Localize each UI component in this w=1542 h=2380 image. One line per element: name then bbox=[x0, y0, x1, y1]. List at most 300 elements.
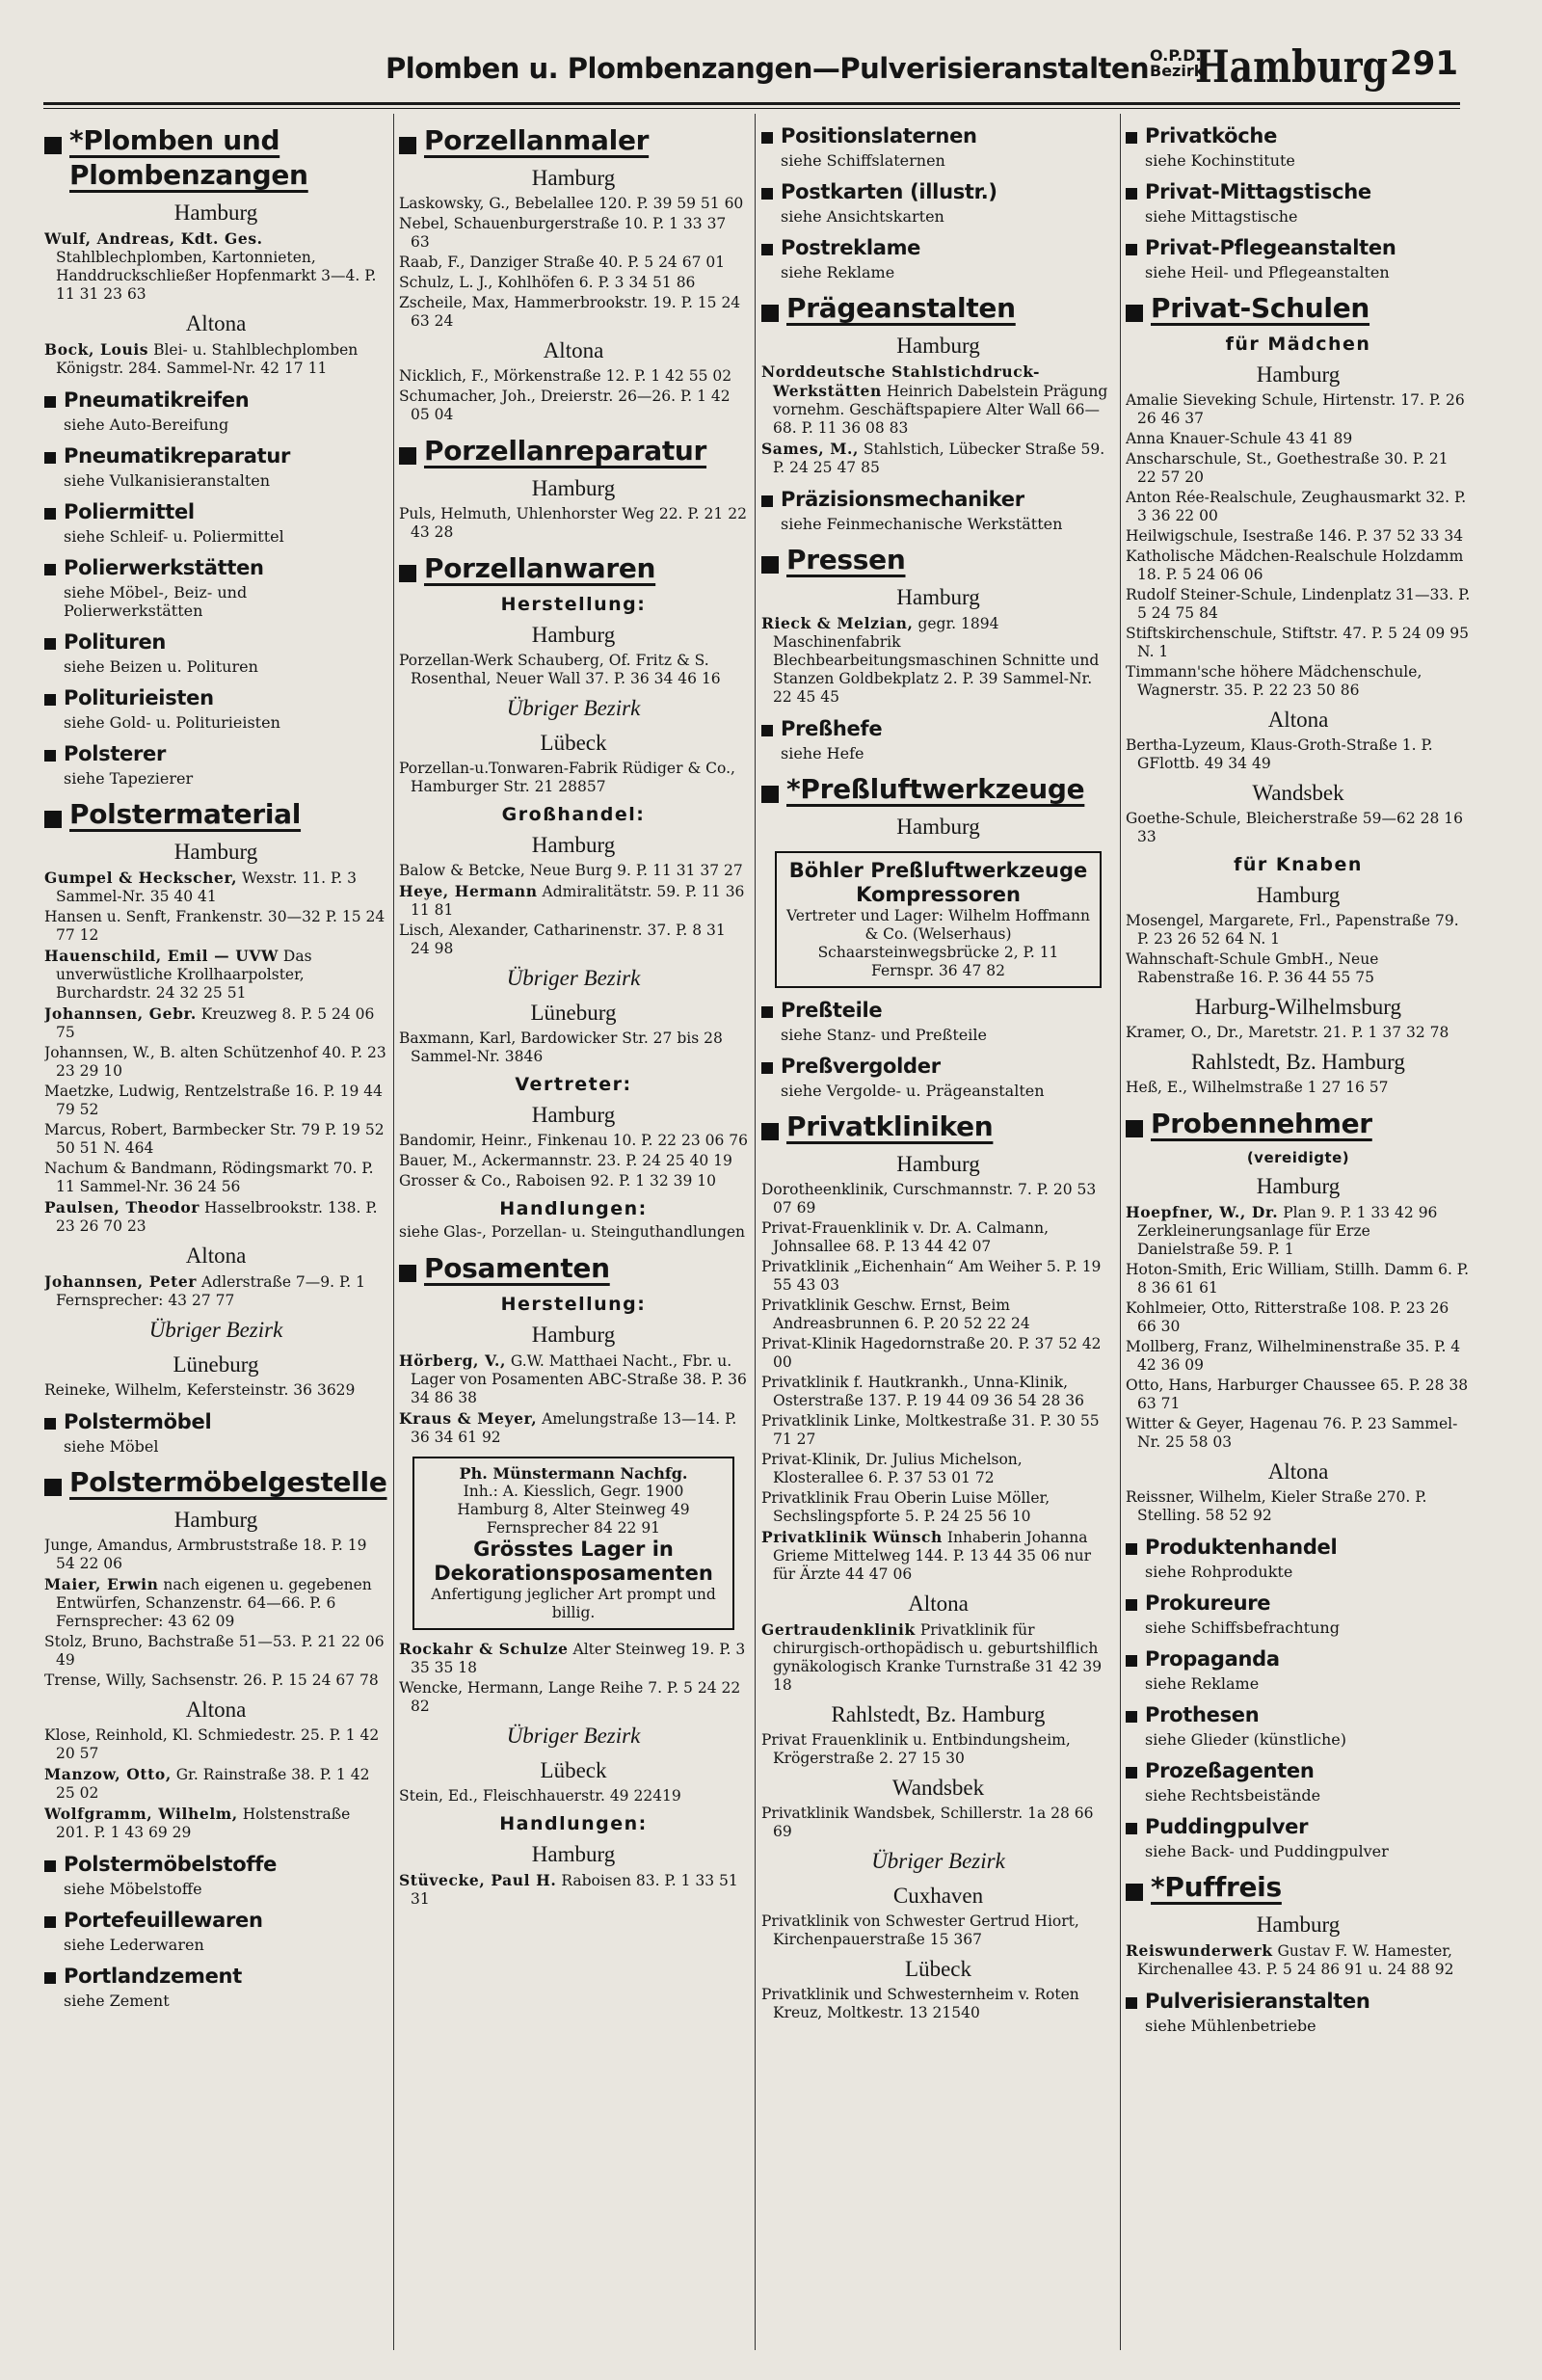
square-bullet-icon bbox=[1126, 1711, 1137, 1723]
listing-entry bbox=[399, 274, 748, 292]
listing-name: Rieck & Melzian, bbox=[761, 614, 914, 632]
listing-entry bbox=[1126, 430, 1471, 448]
square-bullet-icon bbox=[399, 1265, 416, 1282]
listing-entry bbox=[1126, 1488, 1471, 1525]
square-bullet-icon bbox=[761, 1123, 779, 1140]
listing-text: Stiftskirchenschule, Stiftstr. 47. P. 5 24 09 95 N. 1 bbox=[1126, 625, 1469, 660]
square-bullet-icon bbox=[1126, 244, 1137, 255]
section-heading bbox=[44, 1852, 387, 1878]
listing-text: Amelungstraße 13—14. P. 36 34 61 92 bbox=[411, 1410, 737, 1446]
section-heading bbox=[44, 443, 387, 469]
listing-text: Reineke, Wilhelm, Kefersteinstr. 36 3629 bbox=[44, 1381, 356, 1399]
column-2 bbox=[399, 114, 748, 2360]
section-title: Preßhefe bbox=[781, 717, 883, 740]
location-heading: Altona bbox=[908, 1591, 969, 1616]
listing-text: Nicklich, F., Mörkenstraße 12. P. 1 42 55 02 bbox=[399, 367, 732, 385]
section-heading bbox=[1126, 1870, 1471, 1905]
section-heading bbox=[761, 291, 1115, 326]
listing-name: Norddeutsche Stahlstichdruck-Werkstätten bbox=[761, 362, 1041, 400]
section-title: Porzellanwaren bbox=[424, 552, 656, 584]
subheading: Großhandel: bbox=[501, 804, 646, 825]
listing-entry bbox=[1126, 450, 1471, 487]
listing-text: Reissner, Wilhelm, Kieler Straße 270. P. Stelling. 58 52 92 bbox=[1126, 1488, 1427, 1524]
location-heading: Hamburg bbox=[531, 1103, 616, 1127]
listing-name: Rockahr & Schulze bbox=[399, 1640, 569, 1658]
listing-name: Kraus & Meyer, bbox=[399, 1409, 538, 1428]
listing-entry bbox=[1126, 1377, 1471, 1413]
cross-reference: siehe Ansichtskarten bbox=[781, 207, 944, 226]
square-bullet-icon bbox=[44, 137, 62, 154]
location-heading: Hamburg bbox=[173, 1508, 258, 1532]
location-heading: Harburg-Wilhelmsburg bbox=[1194, 995, 1402, 1019]
column-divider bbox=[755, 114, 756, 2350]
listing-text: Balow & Betcke, Neue Burg 9. P. 11 31 37 27 bbox=[399, 862, 743, 879]
listing-text: G.W. Matthaei Nacht., Fbr. u. Lager von Posamenten ABC-Straße 38. P. 36 34 86 38 bbox=[411, 1352, 747, 1406]
section-title: Porzellanmaler bbox=[424, 124, 650, 156]
listing-entry bbox=[44, 1537, 387, 1573]
listing-entry bbox=[761, 1258, 1115, 1295]
section-heading bbox=[761, 998, 1115, 1024]
location-heading: Hamburg bbox=[896, 585, 980, 609]
listing-text: Privatklinik Geschw. Ernst, Beim Andreasbrunnen 6. P. 20 52 22 24 bbox=[761, 1297, 1030, 1332]
location-heading: Altona bbox=[1267, 708, 1329, 732]
listing-text: Privat-Klinik Hagedornstraße 20. P. 37 52 42 00 bbox=[761, 1335, 1102, 1371]
section-title: Portefeuillewaren bbox=[64, 1909, 263, 1932]
listing-entry bbox=[44, 1121, 387, 1158]
section-title: Prägeanstalten bbox=[786, 292, 1016, 324]
listing-entry bbox=[44, 1381, 387, 1400]
listing-text: Adlerstraße 7—9. P. 1 Fernsprecher: 43 27 77 bbox=[56, 1273, 366, 1309]
square-bullet-icon bbox=[761, 188, 773, 200]
subheading: Herstellung: bbox=[500, 594, 647, 615]
listing-text: Baxmann, Karl, Bardowicker Str. 27 bis 28 Sammel-Nr. 3846 bbox=[399, 1030, 723, 1065]
listing-entry bbox=[761, 1731, 1115, 1768]
listing-text: Timmann'sche höhere Mädchenschule, Wagnerstr. 35. P. 22 23 50 86 bbox=[1126, 663, 1422, 699]
square-bullet-icon bbox=[44, 750, 56, 762]
listing-text: Wencke, Hermann, Lange Reihe 7. P. 5 24 22 82 bbox=[399, 1679, 741, 1715]
listing-entry bbox=[1126, 1203, 1471, 1259]
square-bullet-icon bbox=[1126, 132, 1137, 144]
listing-entry bbox=[399, 1132, 748, 1150]
listing-entry bbox=[399, 505, 748, 542]
section-title: *Preßluftwerkzeuge bbox=[786, 773, 1085, 805]
listing-text: Nachum & Bandmann, Rödingsmarkt 70. P. 11 Sammel-Nr. 36 24 56 bbox=[44, 1160, 374, 1195]
listing-text: Heß, E., Wilhelmstraße 1 27 16 57 bbox=[1126, 1079, 1389, 1096]
square-bullet-icon bbox=[761, 495, 773, 507]
listing-text: Blei- u. Stahlblechplomben Königstr. 284. Sammel-Nr. 42 17 11 bbox=[56, 341, 359, 377]
listing-entry bbox=[399, 882, 748, 920]
listing-name: Reiswunderwerk bbox=[1126, 1941, 1273, 1960]
square-bullet-icon bbox=[1126, 1655, 1137, 1667]
cross-reference: siehe Vergolde- u. Prägeanstalten bbox=[781, 1082, 1045, 1100]
section-title: Probennehmer bbox=[1151, 1108, 1372, 1139]
section-heading bbox=[761, 487, 1115, 513]
listing-text: Junge, Amandus, Armbruststraße 18. P. 19 54 22 06 bbox=[44, 1537, 367, 1572]
square-bullet-icon bbox=[761, 725, 773, 736]
section-title: Preßteile bbox=[781, 999, 883, 1022]
listing-text: Privat-Klinik, Dr. Julius Michelson, Klosterallee 6. P. 37 53 01 72 bbox=[761, 1451, 1023, 1486]
listing-text: Bertha-Lyzeum, Klaus-Groth-Straße 1. P. GFlottb. 49 34 49 bbox=[1126, 736, 1433, 772]
square-bullet-icon bbox=[44, 452, 56, 464]
listing-entry bbox=[399, 1152, 748, 1170]
location-heading: Hamburg bbox=[531, 1323, 616, 1347]
location-heading: Übriger Bezirk bbox=[871, 1849, 1005, 1873]
section-heading bbox=[1126, 1758, 1471, 1784]
section-heading bbox=[761, 543, 1115, 577]
listing-entry bbox=[44, 1160, 387, 1196]
section-title: Propaganda bbox=[1145, 1647, 1280, 1671]
section-heading bbox=[44, 1409, 387, 1435]
listing-entry bbox=[399, 1787, 748, 1805]
listing-entry bbox=[44, 869, 387, 906]
listing-entry bbox=[761, 1620, 1115, 1695]
square-bullet-icon bbox=[761, 1006, 773, 1018]
listing-entry bbox=[399, 1640, 748, 1677]
listing-entry bbox=[1126, 391, 1471, 428]
section-heading bbox=[761, 123, 1115, 149]
section-title: Prozeßagenten bbox=[1145, 1759, 1315, 1782]
listing-text: Kohlmeier, Otto, Ritterstraße 108. P. 23 26 66 30 bbox=[1126, 1299, 1449, 1335]
listing-text: Kramer, O., Dr., Maretstr. 21. P. 1 37 32 78 bbox=[1126, 1024, 1449, 1041]
square-bullet-icon bbox=[44, 1418, 56, 1430]
location-heading: Lüneburg bbox=[530, 1001, 617, 1025]
listing-entry bbox=[1126, 663, 1471, 700]
location-heading: Hamburg bbox=[896, 334, 980, 358]
cross-reference: siehe Feinmechanische Werkstätten bbox=[781, 515, 1063, 533]
location-heading: Lübeck bbox=[540, 731, 607, 755]
square-bullet-icon bbox=[1126, 188, 1137, 200]
subheading: Handlungen: bbox=[499, 1198, 648, 1219]
listing-entry bbox=[761, 1181, 1115, 1217]
column-3 bbox=[761, 114, 1115, 2360]
section-heading bbox=[44, 499, 387, 525]
listing-entry bbox=[399, 1030, 748, 1066]
square-bullet-icon bbox=[1126, 1997, 1137, 2009]
listing-name: Wulf, Andreas, Kdt. Ges. bbox=[44, 229, 263, 248]
square-bullet-icon bbox=[44, 1479, 62, 1496]
square-bullet-icon bbox=[44, 1916, 56, 1928]
location-heading: Altona bbox=[185, 1243, 247, 1268]
section-heading bbox=[761, 1054, 1115, 1080]
listing-entry bbox=[44, 1044, 387, 1081]
listing-text: Privatklinik von Schwester Gertrud Hiort, Kirchenpauerstraße 15 367 bbox=[761, 1912, 1079, 1948]
listing-text: Heinrich Dabelstein Prägung vornehm. Geschäftspapiere Alter Wall 66—68. P. 11 36 08 83 bbox=[773, 383, 1108, 437]
cross-reference: siehe Möbel-, Beiz- und Polierwerkstätten bbox=[64, 583, 248, 620]
listing-entry bbox=[761, 1219, 1115, 1256]
listing-text: Grosser & Co., Raboisen 92. P. 1 32 39 10 bbox=[399, 1172, 717, 1190]
square-bullet-icon bbox=[399, 137, 416, 154]
listing-entry bbox=[761, 440, 1115, 477]
listing-text: Anscharschule, St., Goethestraße 30. P. 21 22 57 20 bbox=[1126, 450, 1449, 486]
listing-name: Wolfgramm, Wilhelm, bbox=[44, 1805, 238, 1823]
listing-entry bbox=[1126, 489, 1471, 525]
section-heading bbox=[44, 741, 387, 767]
cross-reference: siehe Stanz- und Preßteile bbox=[781, 1026, 987, 1044]
listing-text: Mollberg, Franz, Wilhelminenstraße 35. P. 4 42 36 09 bbox=[1126, 1338, 1461, 1374]
square-bullet-icon bbox=[44, 694, 56, 706]
listing-entry bbox=[399, 294, 748, 331]
listing-text: Mosengel, Margarete, Frl., Papenstraße 79. P. 23 26 52 64 N. 1 bbox=[1126, 912, 1459, 948]
listing-entry bbox=[399, 1223, 748, 1242]
section-title: Privat-Pflegeanstalten bbox=[1145, 236, 1396, 259]
section-heading bbox=[44, 685, 387, 711]
listing-text: Bandomir, Heinr., Finkenau 10. P. 22 23 06 76 bbox=[399, 1132, 748, 1149]
square-bullet-icon bbox=[761, 1062, 773, 1074]
listing-entry bbox=[399, 1172, 748, 1190]
listing-text: Kreuzweg 8. P. 5 24 06 75 bbox=[56, 1005, 375, 1041]
listing-entry bbox=[1126, 1079, 1471, 1097]
listing-text: Schumacher, Joh., Dreierstr. 26—26. P. 1 42 05 04 bbox=[399, 388, 731, 423]
listing-name: Hörberg, V., bbox=[399, 1351, 506, 1370]
square-bullet-icon bbox=[44, 396, 56, 408]
location-heading: Altona bbox=[543, 338, 604, 362]
listing-name: Heye, Hermann bbox=[399, 882, 538, 900]
section-heading bbox=[761, 235, 1115, 261]
running-title: Plomben u. Plombenzangen—Pulverisieranstalten bbox=[386, 52, 1150, 85]
section-title: Polstermöbelgestelle bbox=[69, 1466, 387, 1498]
ad-line: Inh.: A. Kiesslich, Gegr. 1900 bbox=[463, 1483, 684, 1500]
header-rule-thin bbox=[43, 108, 1460, 109]
listing-text: Puls, Helmuth, Uhlenhorster Weg 22. P. 21 22 43 28 bbox=[399, 505, 747, 541]
listing-text: Johannsen, W., B. alten Schützenhof 40. P. 23 23 29 10 bbox=[44, 1044, 386, 1080]
square-bullet-icon bbox=[44, 508, 56, 520]
section-heading bbox=[1126, 1814, 1471, 1840]
cross-reference: siehe Beizen u. Polituren bbox=[64, 657, 258, 676]
ad-company: Ph. Münstermann Nachfg. bbox=[459, 1464, 688, 1483]
listing-text: Privatklinik „Eichenhain“ Am Weiher 5. P. 19 55 43 03 bbox=[761, 1258, 1102, 1294]
column-1 bbox=[44, 114, 387, 2360]
listing-text: Inhaberin Johanna Grieme Mittelweg 144. P. 13 44 35 06 nur für Ärzte 44 47 06 bbox=[773, 1529, 1091, 1583]
section-heading bbox=[1126, 1989, 1471, 2015]
square-bullet-icon bbox=[399, 565, 416, 582]
section-heading bbox=[761, 1110, 1115, 1144]
listing-entry bbox=[44, 340, 387, 378]
listing-text: Porzellan-u.Tonwaren-Fabrik Rüdiger & Co., Hamburger Str. 21 28857 bbox=[399, 760, 735, 795]
listing-name: Manzow, Otto, bbox=[44, 1765, 172, 1783]
listing-entry bbox=[399, 254, 748, 272]
cross-reference: siehe Mühlenbetriebe bbox=[1145, 2017, 1316, 2035]
listing-name: Privatklinik Wünsch bbox=[761, 1528, 943, 1546]
listing-text: Maetzke, Ludwig, Rentzelstraße 16. P. 19 44 79 52 bbox=[44, 1083, 384, 1118]
location-heading: Hamburg bbox=[531, 1842, 616, 1866]
square-bullet-icon bbox=[761, 244, 773, 255]
section-heading bbox=[44, 1465, 387, 1500]
listing-text: Raab, F., Danziger Straße 40. P. 5 24 67 01 bbox=[399, 254, 726, 271]
section-heading bbox=[399, 123, 748, 158]
listing-entry bbox=[761, 1297, 1115, 1333]
listing-entry bbox=[44, 1272, 387, 1310]
listing-entry bbox=[399, 1871, 748, 1909]
listing-text: Wexstr. 11. P. 3 Sammel-Nr. 35 40 41 bbox=[56, 869, 357, 905]
listing-entry bbox=[399, 367, 748, 386]
section-title: Puddingpulver bbox=[1145, 1815, 1309, 1838]
ad-headline: Grösstes Lager in Dekorationsposamenten bbox=[434, 1538, 713, 1585]
section-title: Polituren bbox=[64, 630, 167, 654]
listing-entry bbox=[399, 922, 748, 958]
listing-text: Nebel, Schauenburgerstraße 10. P. 1 33 37 63 bbox=[399, 215, 727, 251]
listing-entry bbox=[399, 760, 748, 796]
listing-text: Bauer, M., Ackermannstr. 23. P. 24 25 40 19 bbox=[399, 1152, 732, 1169]
cross-reference: siehe Möbel bbox=[64, 1437, 159, 1456]
listing-name: Gertraudenklinik bbox=[761, 1620, 916, 1639]
location-heading: Hamburg bbox=[173, 201, 258, 225]
listing-entry bbox=[44, 1633, 387, 1670]
listing-entry bbox=[44, 1671, 387, 1690]
listing-entry bbox=[761, 362, 1115, 438]
listing-entry bbox=[761, 1451, 1115, 1487]
section-heading bbox=[44, 1964, 387, 1990]
location-heading: Hamburg bbox=[1256, 362, 1341, 387]
listing-text: Raboisen 83. P. 1 33 51 31 bbox=[411, 1872, 738, 1908]
listing-text: Hansen u. Senft, Frankenstr. 30—32 P. 15 24 77 12 bbox=[44, 908, 386, 944]
listing-entry bbox=[44, 908, 387, 945]
location-heading: Hamburg bbox=[531, 166, 616, 190]
listing-entry bbox=[761, 1528, 1115, 1584]
location-heading: Altona bbox=[185, 311, 247, 335]
location-heading: Cuxhaven bbox=[892, 1884, 984, 1908]
section-heading bbox=[399, 434, 748, 468]
section-heading bbox=[44, 388, 387, 414]
section-heading bbox=[1126, 1107, 1471, 1141]
listing-text: Gustav F. W. Hamester, Kirchenallee 43. P. 5 24 86 91 u. 24 88 92 bbox=[1137, 1942, 1454, 1978]
section-title: Privat-Schulen bbox=[1151, 292, 1370, 324]
section-heading bbox=[44, 629, 387, 655]
section-title: Polituriеisten bbox=[64, 686, 214, 709]
listing-text: Marcus, Robert, Barmbecker Str. 79 P. 19 52 50 51 N. 464 bbox=[44, 1121, 385, 1157]
section-title: Privatköche bbox=[1145, 124, 1278, 147]
section-title: Posamenten bbox=[424, 1252, 610, 1284]
listing-entry bbox=[1126, 810, 1471, 846]
listing-entry bbox=[761, 614, 1115, 707]
location-heading: Übriger Bezirk bbox=[506, 966, 641, 990]
cross-reference: siehe Mittagstische bbox=[1145, 207, 1298, 226]
listing-text: Anna Knauer-Schule 43 41 89 bbox=[1126, 430, 1353, 447]
location-heading: Wandsbek bbox=[891, 1776, 985, 1800]
listing-entry bbox=[399, 388, 748, 424]
listing-entry bbox=[44, 229, 387, 304]
listing-entry bbox=[761, 1489, 1115, 1526]
section-title: *Puffreis bbox=[1151, 1871, 1282, 1903]
city-heading: Hamburg bbox=[1195, 40, 1389, 93]
section-heading bbox=[399, 551, 748, 586]
listing-entry bbox=[399, 1409, 748, 1447]
cross-reference: siehe Glieder (künstliche) bbox=[1145, 1730, 1346, 1749]
listing-text: Stahlblechplomben, Kartonnieten, Handdruckschließer Hopfenmarkt 3—4. P. 11 31 23 63 bbox=[56, 249, 377, 303]
page-header bbox=[39, 40, 1458, 102]
listing-text: nach eigenen u. gegebenen Entwürfen, Schanzenstr. 64—66. P. 6 Fernsprecher: 43 62 09 bbox=[56, 1576, 372, 1630]
section-title: Positionslaternen bbox=[781, 124, 977, 147]
cross-reference: siehe Auto-Bereifung bbox=[64, 415, 229, 434]
section-heading bbox=[44, 797, 387, 832]
section-title: Polsterer bbox=[64, 742, 167, 765]
column-divider bbox=[393, 114, 394, 2350]
listing-entry bbox=[1126, 548, 1471, 584]
listing-text: Dorotheenklinik, Curschmannstr. 7. P. 20 53 07 69 bbox=[761, 1181, 1097, 1217]
listing-name: Johannsen, Gebr. bbox=[44, 1004, 197, 1023]
square-bullet-icon bbox=[761, 132, 773, 144]
listing-text: Amalie Sieveking Schule, Hirtenstr. 17. P. 26 26 46 37 bbox=[1126, 391, 1465, 427]
listing-entry bbox=[1126, 1024, 1471, 1042]
listing-entry bbox=[761, 1335, 1115, 1372]
listing-text: Privatklinik Wandsbek, Schillerstr. 1a 28 66 69 bbox=[761, 1805, 1094, 1840]
location-heading: Hamburg bbox=[1256, 1912, 1341, 1937]
listing-entry bbox=[1126, 1941, 1471, 1979]
location-heading: Übriger Bezirk bbox=[506, 696, 641, 720]
listing-text: Klose, Reinhold, Kl. Schmiedestr. 25. P. 1 42 20 57 bbox=[44, 1726, 380, 1762]
square-bullet-icon bbox=[1126, 1884, 1143, 1901]
listing-text: Hasselbrookstr. 138. P. 23 26 70 23 bbox=[56, 1199, 378, 1235]
listing-text: Privatklinik Frau Oberin Luise Möller, Sechslingspforte 5. P. 24 25 56 10 bbox=[761, 1489, 1050, 1525]
listing-entry bbox=[761, 1912, 1115, 1949]
section-heading bbox=[1126, 1702, 1471, 1728]
section-title: Prokureure bbox=[1145, 1591, 1271, 1615]
listing-entry bbox=[1126, 586, 1471, 623]
listing-entry bbox=[761, 1805, 1115, 1841]
listing-text: Wahnschaft-Schule GmbH., Neue Rabenstraße 16. P. 36 44 55 75 bbox=[1126, 950, 1379, 986]
advertisement-box bbox=[775, 851, 1102, 988]
listing-text: Goethe-Schule, Bleicherstraße 59—62 28 16 33 bbox=[1126, 810, 1464, 845]
listing-entry bbox=[1126, 912, 1471, 949]
section-heading bbox=[1126, 123, 1471, 149]
listing-text: Otto, Hans, Harburger Chaussee 65. P. 28 38 63 71 bbox=[1126, 1377, 1469, 1412]
section-heading bbox=[761, 179, 1115, 205]
listing-entry bbox=[761, 1986, 1115, 2022]
listing-name: Hauenschild, Emil — UVW bbox=[44, 947, 279, 965]
ad-tagline: Vertreter und Lager: Wilhelm Hoffmann & Co. (Welserhaus) Schaarsteinwegsbrücke 2, P. 11 Fernspr. 36 47 82 bbox=[786, 907, 1090, 979]
section-heading bbox=[1126, 1535, 1471, 1561]
location-heading: Übriger Bezirk bbox=[506, 1724, 641, 1748]
square-bullet-icon bbox=[761, 786, 779, 803]
listing-text: Schulz, L. J., Kohlhöfen 6. P. 3 34 51 86 bbox=[399, 274, 696, 291]
square-bullet-icon bbox=[1126, 305, 1143, 322]
listing-text: Hoton-Smith, Eric William, Stillh. Damm 6. P. 8 36 61 61 bbox=[1126, 1261, 1470, 1297]
subheading: Herstellung: bbox=[500, 1294, 647, 1315]
section-heading bbox=[1126, 179, 1471, 205]
cross-reference: siehe Rohprodukte bbox=[1145, 1563, 1293, 1581]
listing-entry bbox=[1126, 527, 1471, 546]
listing-entry bbox=[399, 1351, 748, 1407]
listing-text: Zscheile, Max, Hammerbrookstr. 19. P. 15 24 63 24 bbox=[399, 294, 741, 330]
listing-text: Das unverwüstliche Krollhaarpolster, Burchardstr. 24 32 25 51 bbox=[56, 948, 312, 1002]
subheading: Handlungen: bbox=[499, 1813, 648, 1834]
section-title: Polstermöbel bbox=[64, 1410, 212, 1433]
section-heading bbox=[399, 1251, 748, 1286]
section-title: Produktenhandel bbox=[1145, 1536, 1338, 1559]
location-heading: Hamburg bbox=[531, 476, 616, 500]
cross-reference: siehe Schiffslaternen bbox=[781, 151, 945, 170]
column-4 bbox=[1126, 114, 1471, 2360]
location-heading: Hamburg bbox=[531, 623, 616, 647]
listing-entry bbox=[399, 862, 748, 880]
square-bullet-icon bbox=[1126, 1599, 1137, 1611]
ad-headline: Böhler Preßluftwerkzeuge Kompressoren bbox=[788, 859, 1088, 906]
ad-line: Fernsprecher 84 22 91 bbox=[486, 1519, 661, 1537]
ad-line: Hamburg 8, Alter Steinweg 49 bbox=[457, 1501, 690, 1518]
location-heading: Hamburg bbox=[1256, 883, 1341, 907]
listing-entry bbox=[1126, 1415, 1471, 1452]
section-title: Porzellanreparatur bbox=[424, 435, 707, 467]
listing-text: Katholische Mädchen-Realschule Holzdamm 18. P. 5 24 06 06 bbox=[1126, 548, 1464, 583]
listing-text: Laskowsky, G., Bebelallee 120. P. 39 59 51 60 bbox=[399, 195, 744, 212]
location-heading: Hamburg bbox=[896, 815, 980, 839]
section-heading bbox=[1126, 1646, 1471, 1672]
cross-reference: siehe Hefe bbox=[781, 744, 864, 762]
listing-entry bbox=[761, 1374, 1115, 1410]
square-bullet-icon bbox=[1126, 1823, 1137, 1834]
section-title: Pulverisieranstalten bbox=[1145, 1990, 1370, 2013]
listing-text: Stolz, Bruno, Bachstraße 51—53. P. 21 22 06 49 bbox=[44, 1633, 385, 1669]
listing-text: Stein, Ed., Fleischhauerstr. 49 22419 bbox=[399, 1787, 681, 1805]
